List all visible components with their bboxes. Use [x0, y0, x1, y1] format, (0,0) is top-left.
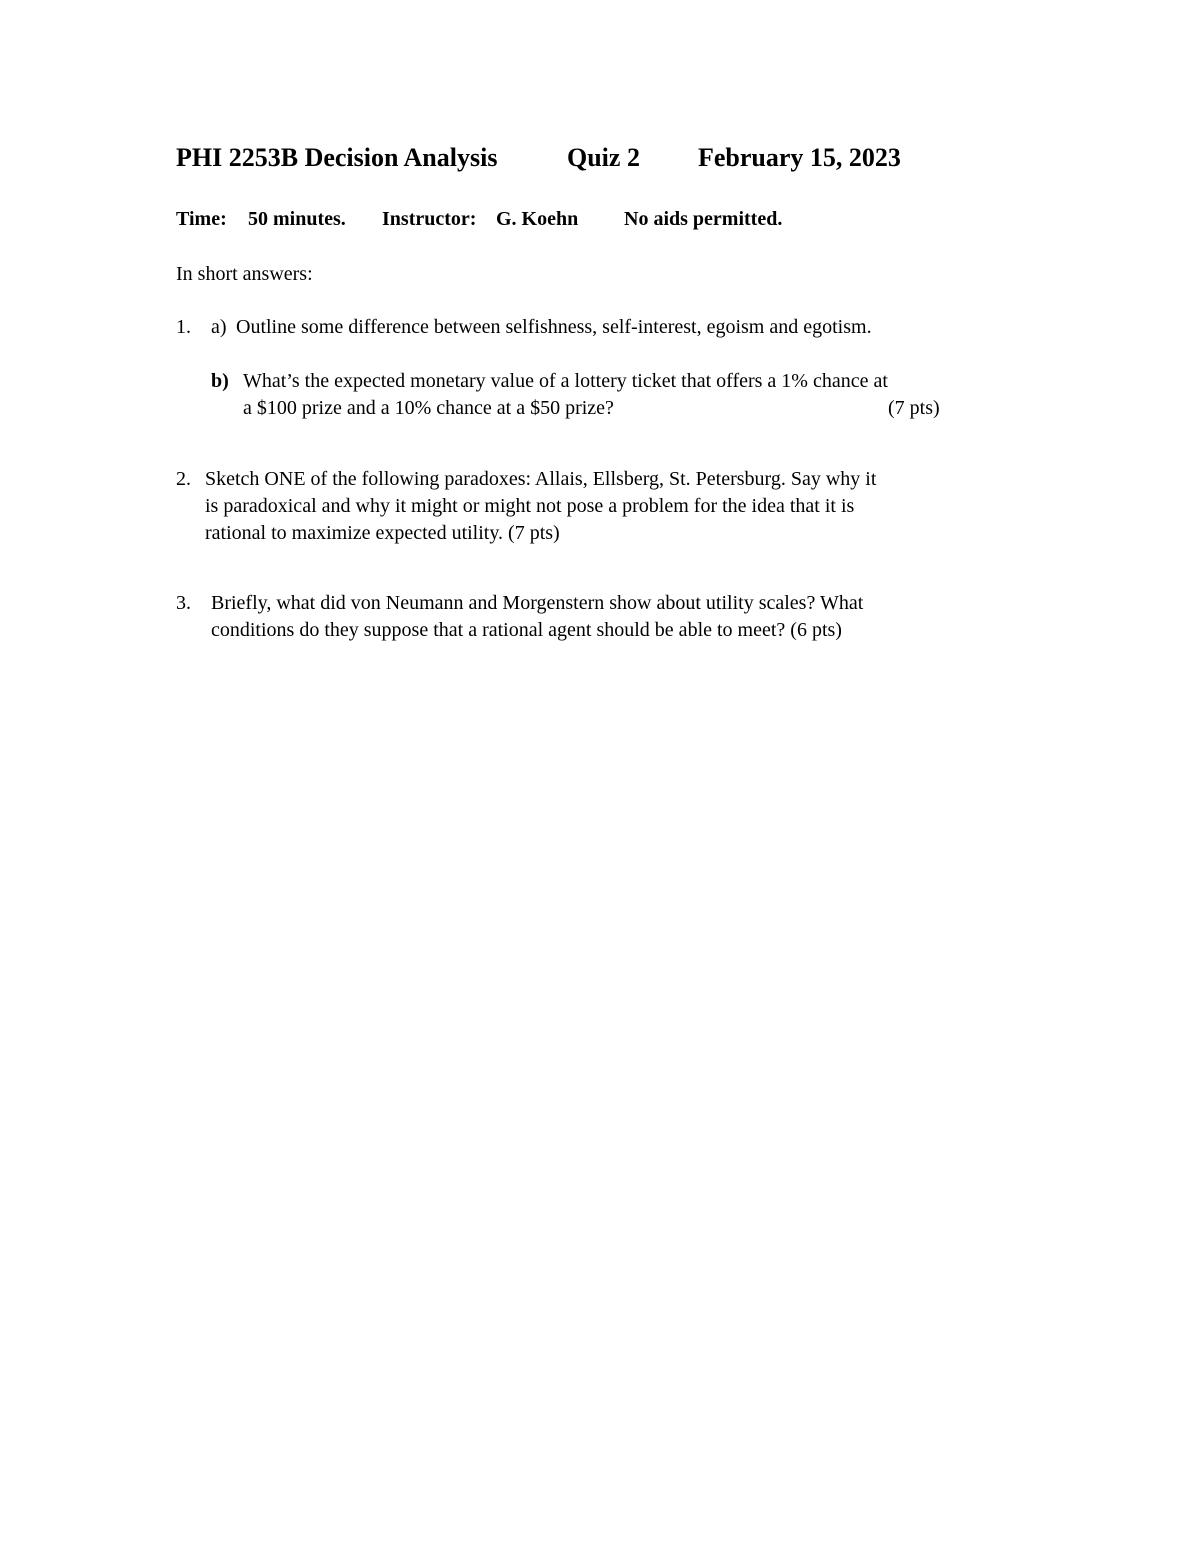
- question-1a-line-1: Outline some difference between selfishness, self-interest, egoism and egotism.: [236, 316, 872, 338]
- question-2-number: 2.: [176, 468, 191, 490]
- question-2-line-1: Sketch ONE of the following paradoxes: Allais, Ellsberg, St. Petersburg. Say why it: [205, 468, 877, 490]
- quiz-date: February 15, 2023: [698, 143, 901, 172]
- question-1b-line-2: a $100 prize and a 10% chance at a $50 prize?: [243, 397, 614, 419]
- question-1-number: 1.: [176, 316, 191, 338]
- intro-text: In short answers:: [176, 263, 313, 285]
- course-title: PHI 2253B Decision Analysis: [176, 143, 498, 172]
- question-3-line-2: conditions do they suppose that a rational agent should be able to meet? (6 pts): [211, 619, 842, 641]
- instructor-value: G. Koehn: [496, 208, 579, 230]
- instructor-label: Instructor:: [382, 208, 477, 230]
- question-3-number: 3.: [176, 592, 191, 614]
- question-2-line-2: is paradoxical and why it might or might not pose a problem for the idea that it is: [205, 495, 855, 517]
- question-1a-label: a): [211, 316, 227, 338]
- question-1-points: (7 pts): [888, 397, 940, 419]
- question-2-line-3: rational to maximize expected utility. (7 pts): [205, 522, 560, 544]
- question-1b-line-1: What’s the expected monetary value of a lottery ticket that offers a 1% chance at: [243, 370, 888, 392]
- time-value: 50 minutes.: [248, 208, 346, 230]
- question-1b-label: b): [211, 370, 229, 392]
- aids-notice: No aids permitted.: [624, 208, 783, 230]
- question-3-line-1: Briefly, what did von Neumann and Morgenstern show about utility scales? What: [211, 592, 864, 614]
- quiz-label: Quiz 2: [567, 143, 640, 172]
- time-label: Time:: [176, 208, 227, 230]
